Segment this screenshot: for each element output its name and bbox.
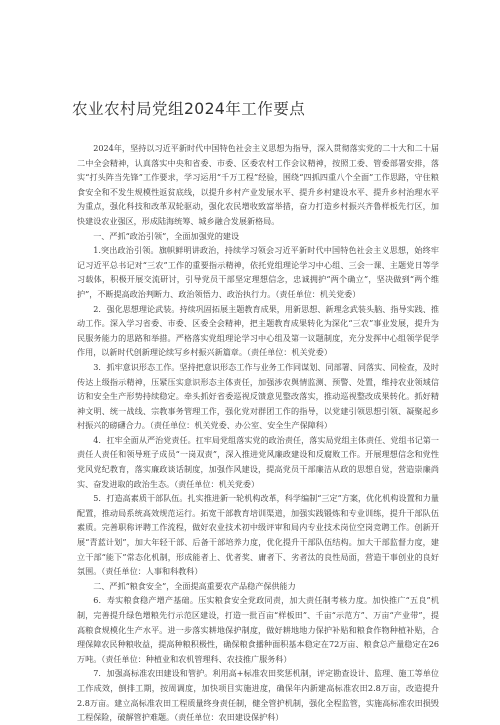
section-heading-1: 一、严抓“政治引领”，全面加强党的建设 [93, 230, 240, 241]
list-item-2: 2．强化思想理论武装。持续巩固拓展主题教育成果，用新思想、新理念武装头脑、指导实践、推动工作。深入学习省委、市委、区委全会精神，把主题教育成果转化为深化“三农”事业发展，提升为民服务能力的思路和举措。严格落实党组理论学习中心组及第一议题制度，充分发挥中心组领学促学作用，以新时代创新理论续写乡村振兴新篇章。（责任单位：机关党委） [77, 303, 439, 358]
list-item-4: 4．扛牢全面从严治党责任。扛牢局党组落实党的政治责任，落实局党组主体责任、党组书记第一责任人责任和领导班子成员“一岗双责”，深入推进党风廉政建设和反腐败工作。开展理想信念和党性党风党纪教育，落实廉政谈话制度，加强作风建设，提高党员干部廉洁从政的思想自觉，营造崇廉尚实、奋发进取的政治生态。（责任单位：机关党委） [77, 434, 439, 489]
list-item-6: 6．寿实粮食稳产增产基础。压实粮食安全党政同责，加大责任制考核力度。加快推广“五良”机制，完善提升绿色增粮先行示范区建设，打造一批百亩“样板田”、千亩“示范方”、万亩“产业带”，提高粮食规模化生产水平。进一步落实耕地保护制度，做好耕地地力保护补贴和粮食作物种植补贴，合理保障农民种粮收益，提高种粮积极性，确保粮食播种面积基本稳定在72万亩、粮食总产量稳定在26万吨。（责任单位：种植业和农机管理科、农技推广服务科） [77, 595, 439, 664]
list-item-5: 5．打造高素质干部队伍。扎实推进新一轮机构改革，科学编制“三定”方案，优化机构设置和力量配置，推动局系统高效规范运行。拓宽干部教育培训渠道，加强实践锻炼和专业训练，提升干部队伍素质。完善职称评聘工作流程，做好农业技术初中级评审和局内专业技术岗位空岗竞聘工作。创新开展“青蓝计划”，加大年轻干部、后备干部培养力度，优化提升干部队伍结构。加大干部监督力度，建立干部“能下”常态化机制，形成能者上、优者奖、庸者下、劣者汰的良性局面，营造干事创业的良好氛围。（责任单位：人事和科教科） [77, 493, 439, 577]
intro-paragraph: 2024年，坚持以习近平新时代中国特色社会主义思想为指导，深入贯彻落实党的二十大和二十届二中全会精神，认真落实中央和省委、市委、区委农村工作会议精神，按照工委、管委部署安排，落实“打头阵当先锋”工作要求，学习运用“千万工程”经验，围绕“四抓四重八个全面”工作思路，守住粮食安全和不发生规模性返贫底线，以提升乡村产业发展水平、提升乡村建设水平、提升乡村治理水平为重点，强化科技和改革双轮驱动，强化农民增收致富举措，奋力打造乡村振兴齐鲁样板先行区，加快建设农业强区，形成陆海统筹、城乡融合发展新格局。 [77, 143, 439, 226]
list-item-7: 7．加强高标准农田建设和管护。利用高+标准农田奖惩机制，评定勘查设计、监理、施工等单位工作成效，倒排工期，按周调度，加快项目实施进度，确保年内新建高标准农田2.8万亩，改造提升2.8万亩。建立高标准农田工程质量终身责任制，健全管护机制，强化全程监管，实施高标准农田损毁工程保险，破解管护难题。（责任单位：农田建设保护科） [77, 668, 439, 723]
document-body [77, 141, 439, 725]
page-title: 农业农村局党组2024年工作要点 [72, 100, 306, 118]
list-item-3: 3．抓牢意识形态工作。坚持把意识形态工作与业务工作同谋划、同部署、同落实、同检查，及时传达上级指示精神，压紧压实意识形态主体责任，加强涉农舆情监测、预警、处置，维持农业领域信访和安全生产形势持续稳定。牵头抓好省委巡视反馈意见整改落实，推动巡视整改成果转化。抓好精神文明、统一战线、宗教事务管理工作，强化党对群团工作的指导，以党建引领思想引领、凝聚起乡村振兴的磅礴合力。（责任单位：机关党委、办公室、安全生产保障科） [77, 361, 439, 431]
section-heading-2: 二、严抓“粮食安全”，全面提高重要农产品稳产保供能力 [93, 580, 296, 591]
list-item-1: 1.突出政治引领。旗帜鲜明讲政治，持续学习领会习近平新时代中国特色社会主义思想，始终牢记习近平总书记对“三农”工作的重要指示精神，依托党组理论学习中心组、三会一课、主题党日等学习载体，积极开展交流研讨，引导党员干部坚定理想信念，忠诚拥护“两个确立”，坚决做到“两个维护”，不断提高政治判断力、政治领悟力、政治执行力。（责任单位：机关党委） [77, 245, 439, 299]
